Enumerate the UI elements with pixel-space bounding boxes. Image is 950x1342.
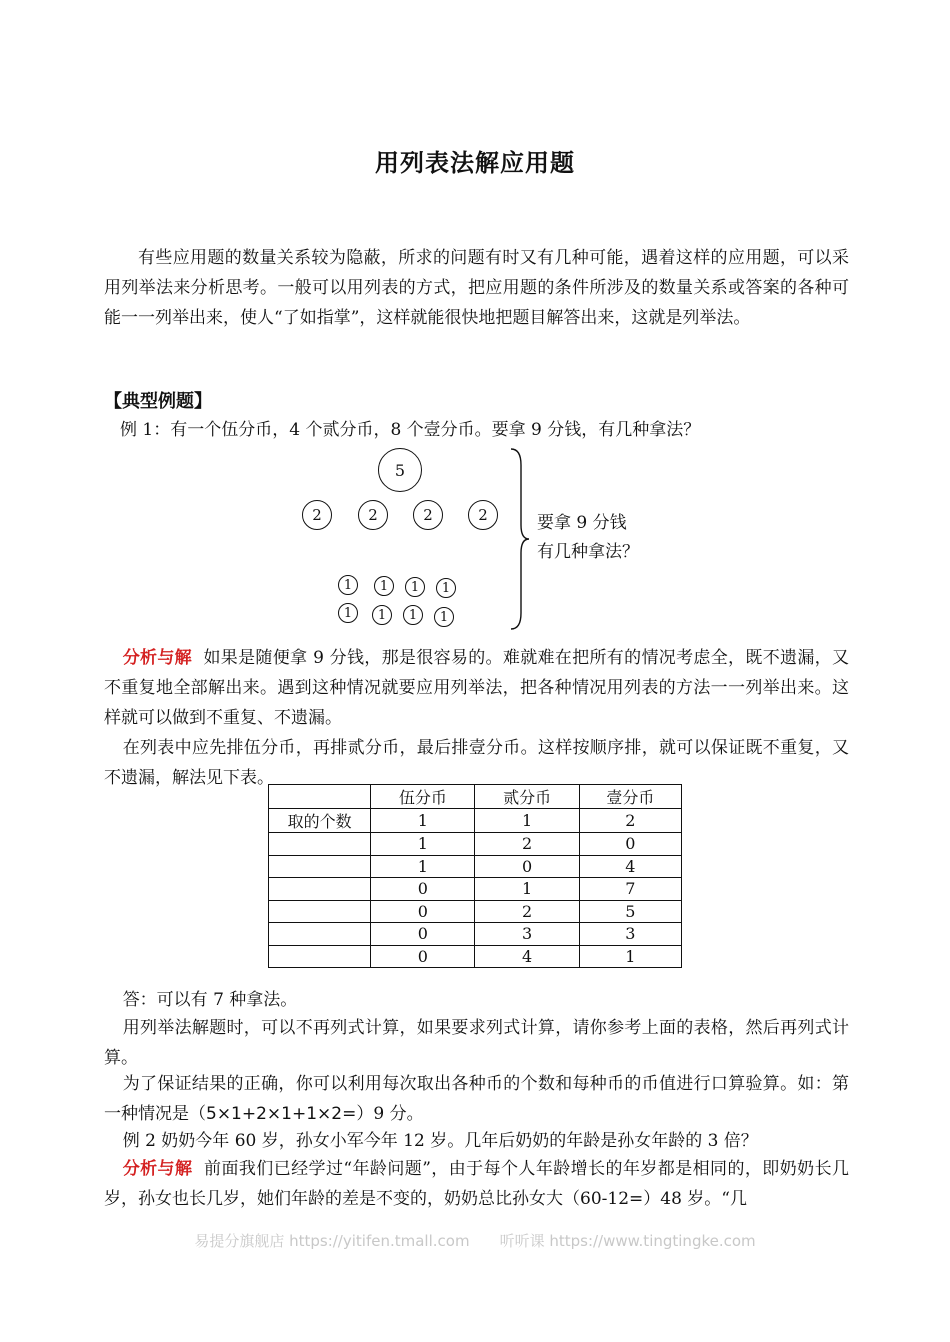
table-row bbox=[269, 878, 682, 901]
coin-1: 1 bbox=[338, 603, 358, 623]
table-cell: 1 bbox=[371, 809, 475, 833]
table-cell: 取的个数 bbox=[269, 809, 371, 833]
table-header-cell: 贰分币 bbox=[475, 785, 579, 809]
table-header-cell bbox=[269, 785, 371, 809]
analysis-text: 如果是随便拿 9 分钱，那是很容易的。难就难在把所有的情况考虑全，既不遗漏，又不重复地全部解出来。遇到这种情况就要应用列举法，把各种情况用列表的方法一一列举出来。这样就可以做到不重复、不遗漏。 bbox=[104, 648, 849, 728]
note1-paragraph: 用列举法解题时，可以不再列式计算，如果要求列式计算，请你参考上面的表格，然后再列式计算。 bbox=[104, 1018, 849, 1068]
table-cell: 2 bbox=[475, 833, 579, 856]
table-cell: 0 bbox=[579, 833, 681, 856]
brace-label-line2: 有几种拿法？ bbox=[537, 542, 639, 562]
coin-1: 1 bbox=[338, 575, 358, 595]
example2-analysis-label: 分析与解 bbox=[122, 1159, 193, 1179]
table-row bbox=[269, 809, 682, 833]
coin-1: 1 bbox=[374, 576, 394, 596]
example1-question: 例 1：有一个伍分币，4 个贰分币，8 个壹分币。要拿 9 分钱，有几种拿法？ bbox=[120, 420, 701, 440]
table-cell bbox=[269, 855, 371, 878]
coin-1: 1 bbox=[372, 605, 392, 625]
note2-text: 为了保证结果的正确，你可以利用每次取出各种币的个数和每种币的币值进行口算验算。如：第一种情况是（ bbox=[104, 1074, 849, 1124]
right-brace bbox=[505, 445, 535, 633]
table-cell: 1 bbox=[475, 809, 579, 833]
table-cell: 1 bbox=[371, 855, 475, 878]
footer-right-link[interactable]: 听听课 https://www.tingtingke.com bbox=[499, 1232, 756, 1250]
table-row bbox=[269, 945, 682, 968]
table-row bbox=[269, 900, 682, 923]
coin-2: 2 bbox=[468, 500, 498, 530]
table-cell: 1 bbox=[371, 833, 475, 856]
analysis-label: 分析与解 bbox=[122, 648, 192, 668]
table-cell: 0 bbox=[371, 900, 475, 923]
table-cell: 3 bbox=[475, 923, 579, 946]
table-cell: 2 bbox=[579, 809, 681, 833]
table-cell: 1 bbox=[579, 945, 681, 968]
coin-5: 5 bbox=[378, 448, 422, 492]
table-cell: 5 bbox=[579, 900, 681, 923]
coin-1: 1 bbox=[434, 607, 454, 627]
table-cell: 2 bbox=[475, 900, 579, 923]
footer bbox=[0, 1230, 950, 1251]
table-cell bbox=[269, 923, 371, 946]
coin-2: 2 bbox=[302, 500, 332, 530]
page-title: 用列表法解应用题 bbox=[375, 149, 575, 177]
note2-end: ）9 分。 bbox=[356, 1104, 424, 1124]
table-header-cell: 壹分币 bbox=[579, 785, 681, 809]
example2-analysis-text: 前面我们已经学过“年龄问题”，由于每个人年龄增长的年岁都是相同的，即奶奶长几岁，孙女也长几岁，她们年龄的差是不变的，奶奶总比孙女大（60-12=）48 岁。“几 bbox=[104, 1159, 849, 1209]
table-cell: 0 bbox=[371, 945, 475, 968]
table-row bbox=[269, 833, 682, 856]
table-cell: 0 bbox=[475, 855, 579, 878]
example2-question: 例 2 奶奶今年 60 岁，孙女小军今年 12 岁。几年后奶奶的年龄是孙女年龄的 3 倍？ bbox=[122, 1131, 758, 1151]
formula: 5×1+2×1+1×2= bbox=[206, 1104, 357, 1124]
intro-paragraph: 有些应用题的数量关系较为隐蔽，所求的问题有时又有几种可能，遇着这样的应用题，可以采用列举法来分析思考。一般可以用列表的方式，把应用题的条件所涉及的数量关系或答案的各种可能一一列举出来，使人“了如指掌”，这样就能很快地把题目解答出来，这就是列举法。 bbox=[104, 248, 849, 328]
table-cell: 4 bbox=[475, 945, 579, 968]
table-cell bbox=[269, 900, 371, 923]
table-cell: 1 bbox=[475, 878, 579, 901]
table-cell bbox=[269, 945, 371, 968]
coin-1: 1 bbox=[405, 577, 425, 597]
coin-2: 2 bbox=[413, 500, 443, 530]
footer-left-link[interactable]: 易提分旗舰店 https://yitifen.tmall.com bbox=[194, 1232, 470, 1250]
example2-analysis bbox=[104, 1154, 849, 1214]
table-cell: 4 bbox=[579, 855, 681, 878]
table-cell: 0 bbox=[371, 878, 475, 901]
analysis-paragraph bbox=[104, 643, 849, 733]
coin-table bbox=[268, 784, 682, 968]
answer-line: 答：可以有 7 种拿法。 bbox=[122, 990, 298, 1010]
table-row bbox=[269, 923, 682, 946]
coin-1: 1 bbox=[436, 578, 456, 598]
brace-label-line1: 要拿 9 分钱 bbox=[537, 513, 627, 533]
table-row bbox=[269, 855, 682, 878]
table-header-row bbox=[269, 785, 682, 809]
coin-1: 1 bbox=[403, 605, 423, 625]
section-title: 【典型例题】 bbox=[104, 391, 212, 412]
table-cell: 7 bbox=[579, 878, 681, 901]
table-cell bbox=[269, 878, 371, 901]
table-cell: 3 bbox=[579, 923, 681, 946]
table-cell bbox=[269, 833, 371, 856]
coin-2: 2 bbox=[358, 500, 388, 530]
table-cell: 0 bbox=[371, 923, 475, 946]
table-header-cell: 伍分币 bbox=[371, 785, 475, 809]
order-paragraph: 在列表中应先排伍分币，再排贰分币，最后排壹分币。这样按顺序排，就可以保证既不重复，又不遗漏，解法见下表。 bbox=[104, 738, 849, 788]
note2-paragraph bbox=[104, 1069, 849, 1129]
